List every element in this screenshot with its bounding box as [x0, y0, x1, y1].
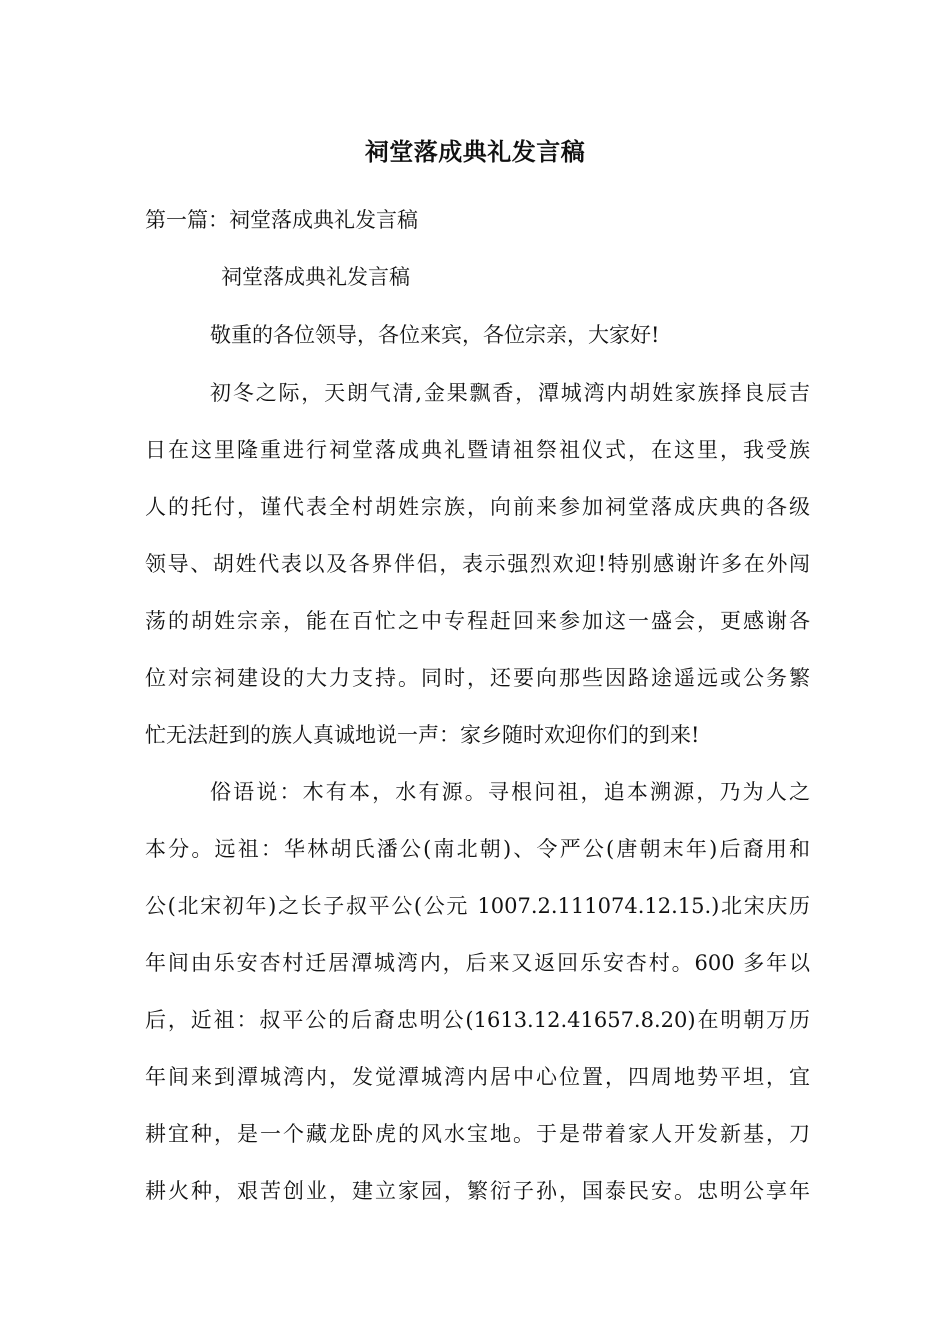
- paragraph-line: 俗语说：木有本，水有源。寻根问祖，追本溯源，乃为人之: [210, 780, 810, 804]
- paragraph-line: 日在这里隆重进行祠堂落成典礼暨请祖祭祖仪式，在这里，我受族: [145, 438, 810, 462]
- paragraph-line: 忙无法赶到的族人真诚地说一声：家乡随时欢迎你们的到来!: [145, 723, 700, 747]
- paragraph-line: 年间由乐安杏村迁居潭城湾内，后来又返回乐安杏村。600 多年以: [145, 951, 810, 975]
- subtitle: 祠堂落成典礼发言稿: [221, 265, 410, 289]
- paragraph-line: 本分。远祖：华林胡氏潘公(南北朝)、令严公(唐朝末年)后裔用和: [145, 837, 810, 861]
- paragraph-line: 荡的胡姓宗亲，能在百忙之中专程赶回来参加这一盛会，更感谢各: [145, 609, 810, 633]
- paragraph-line: 位对宗祠建设的大力支持。同时，还要向那些因路途遥远或公务繁: [145, 666, 810, 690]
- greeting-line: 敬重的各位领导，各位来宾，各位宗亲，大家好!: [210, 323, 660, 347]
- paragraph-line: 领导、胡姓代表以及各界伴侣，表示强烈欢迎!特别感谢许多在外闯: [145, 552, 810, 576]
- document-title: 祠堂落成典礼发言稿: [364, 137, 586, 166]
- paragraph-line: 人的托付，谨代表全村胡姓宗族，向前来参加祠堂落成庆典的各级: [145, 495, 810, 519]
- paragraph-line: 后，近祖：叔平公的后裔忠明公(1613.12.41657.8.20)在明朝万历: [145, 1008, 810, 1032]
- section-heading: 第一篇：祠堂落成典礼发言稿: [145, 208, 418, 232]
- paragraph-line: 年间来到潭城湾内，发觉潭城湾内居中心位置，四周地势平坦，宜: [145, 1065, 810, 1089]
- paragraph-line: 公(北宋初年)之长子叔平公(公元 1007.2.111074.12.15.)北宋庆历: [145, 894, 810, 918]
- paragraph-line: 耕宜种，是一个藏龙卧虎的风水宝地。于是带着家人开发新基，刀: [145, 1122, 810, 1146]
- paragraph-line: 初冬之际，天朗气清,金果飘香，潭城湾内胡姓家族择良辰吉: [210, 381, 810, 405]
- paragraph-line: 耕火种，艰苦创业，建立家园，繁衍子孙，国泰民安。忠明公享年: [145, 1179, 810, 1203]
